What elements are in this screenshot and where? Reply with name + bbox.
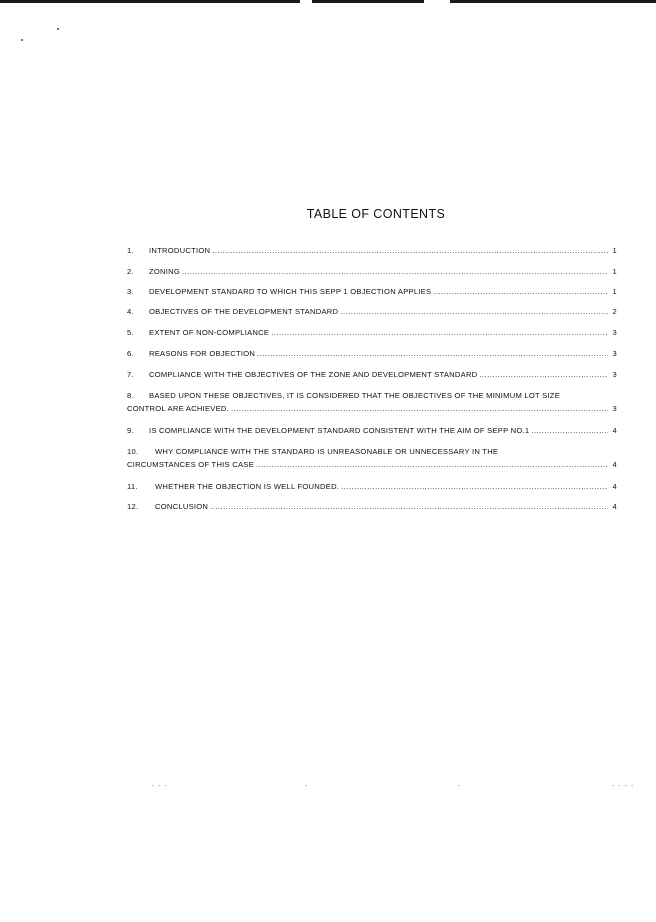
- scan-speck: [57, 28, 59, 30]
- footer-mark: -: [458, 783, 462, 790]
- toc-entry-title: IS COMPLIANCE WITH THE DEVELOPMENT STANDARD CONSISTENT WITH THE AIM OF SEPP NO.1: [149, 426, 530, 435]
- toc-entry-page: 1: [612, 246, 617, 255]
- footer-mark: - - -: [152, 783, 168, 790]
- toc-leader-dots: [271, 328, 608, 338]
- toc-entry-3: [127, 287, 617, 297]
- footer-mark: -: [305, 783, 309, 790]
- toc-entry-page: 2: [612, 307, 617, 316]
- toc-entry-title: OBJECTIVES OF THE DEVELOPMENT STANDARD: [149, 307, 339, 316]
- toc-entry-page: 3: [612, 328, 617, 337]
- toc-entry-page: 1: [612, 287, 617, 296]
- toc-entry-title: CONCLUSION: [155, 502, 209, 511]
- toc-entry-number: 9.: [127, 426, 134, 435]
- toc-entry-title: DEVELOPMENT STANDARD TO WHICH THIS SEPP 1 OBJECTION APPLIES: [149, 287, 432, 296]
- toc-entry-12: [127, 502, 617, 512]
- toc-leader-dots: [257, 349, 608, 359]
- toc-entry-9: [127, 426, 617, 436]
- toc-leader-dots: [182, 267, 608, 277]
- toc-entry-number: 11.: [127, 482, 138, 491]
- toc-entry-7: [127, 370, 617, 380]
- toc-entry-title-line1: BASED UPON THESE OBJECTIVES, IT IS CONSIDERED THAT THE OBJECTIVES OF THE MINIMUM LOT SIZE: [149, 391, 561, 400]
- toc-entry-2: [127, 267, 617, 277]
- footer-mark: - - - -: [612, 783, 635, 790]
- toc-entry-1: [127, 246, 617, 256]
- toc-leader-dots: [256, 460, 608, 470]
- toc-entry-title: REASONS FOR OBJECTION: [149, 349, 256, 358]
- toc-entry-number: 12.: [127, 502, 139, 511]
- toc-entry-8: [127, 391, 617, 414]
- scan-edge: [450, 0, 656, 3]
- toc-leader-dots: [479, 370, 608, 380]
- scan-speck: [21, 39, 23, 41]
- toc-entry-number: 7.: [127, 370, 134, 379]
- toc-entry-page: 1: [612, 267, 617, 276]
- page-title: TABLE OF CONTENTS: [306, 207, 446, 221]
- toc-entry-number: 1.: [127, 246, 134, 255]
- toc-entry-title: ZONING: [149, 267, 181, 276]
- toc-entry-number: 8.: [127, 391, 134, 400]
- toc-entry-5: [127, 328, 617, 338]
- toc-entry-title-line2: CONTROL ARE ACHIEVED.: [127, 404, 230, 413]
- toc-entry-10: [127, 447, 617, 470]
- scan-edge: [0, 0, 300, 3]
- toc-entry-title: INTRODUCTION: [149, 246, 211, 255]
- toc-leader-dots: [212, 246, 608, 256]
- toc-entry-number: 5.: [127, 328, 134, 337]
- toc-entry-number: 3.: [127, 287, 134, 296]
- toc-leader-dots: [433, 287, 608, 297]
- toc-entry-6: [127, 349, 617, 359]
- toc-entry-page: 3: [612, 404, 617, 413]
- toc-entry-11: [127, 482, 617, 492]
- toc-leader-dots: [231, 404, 608, 414]
- toc-entry-number: 6.: [127, 349, 134, 358]
- toc-entry-title: EXTENT OF NON-COMPLIANCE: [149, 328, 270, 337]
- toc-entry-page: 3: [612, 349, 617, 358]
- toc-leader-dots: [531, 426, 608, 436]
- toc-entry-title: WHETHER THE OBJECTION IS WELL FOUNDED.: [155, 482, 340, 491]
- toc-entry-title-line1: WHY COMPLIANCE WITH THE STANDARD IS UNREASONABLE OR UNNECESSARY IN THE: [155, 447, 499, 456]
- toc-entry-title: COMPLIANCE WITH THE OBJECTIVES OF THE ZONE AND DEVELOPMENT STANDARD: [149, 370, 478, 379]
- toc-leader-dots: [341, 482, 608, 492]
- toc-entry-page: 4: [612, 482, 617, 491]
- toc-entry-page: 4: [612, 460, 617, 469]
- toc-entry-4: [127, 307, 617, 317]
- scan-edge: [312, 0, 424, 3]
- toc-entry-page: 4: [612, 502, 617, 511]
- toc-entry-number: 4.: [127, 307, 134, 316]
- toc-entry-page: 4: [612, 426, 617, 435]
- toc-entry-title-line2: CIRCUMSTANCES OF THIS CASE: [127, 460, 254, 469]
- toc-leader-dots: [340, 307, 608, 317]
- toc-entry-number: 10.: [127, 447, 139, 456]
- toc-leader-dots: [210, 502, 608, 512]
- toc-entry-number: 2.: [127, 267, 134, 276]
- toc-entry-page: 3: [612, 370, 617, 379]
